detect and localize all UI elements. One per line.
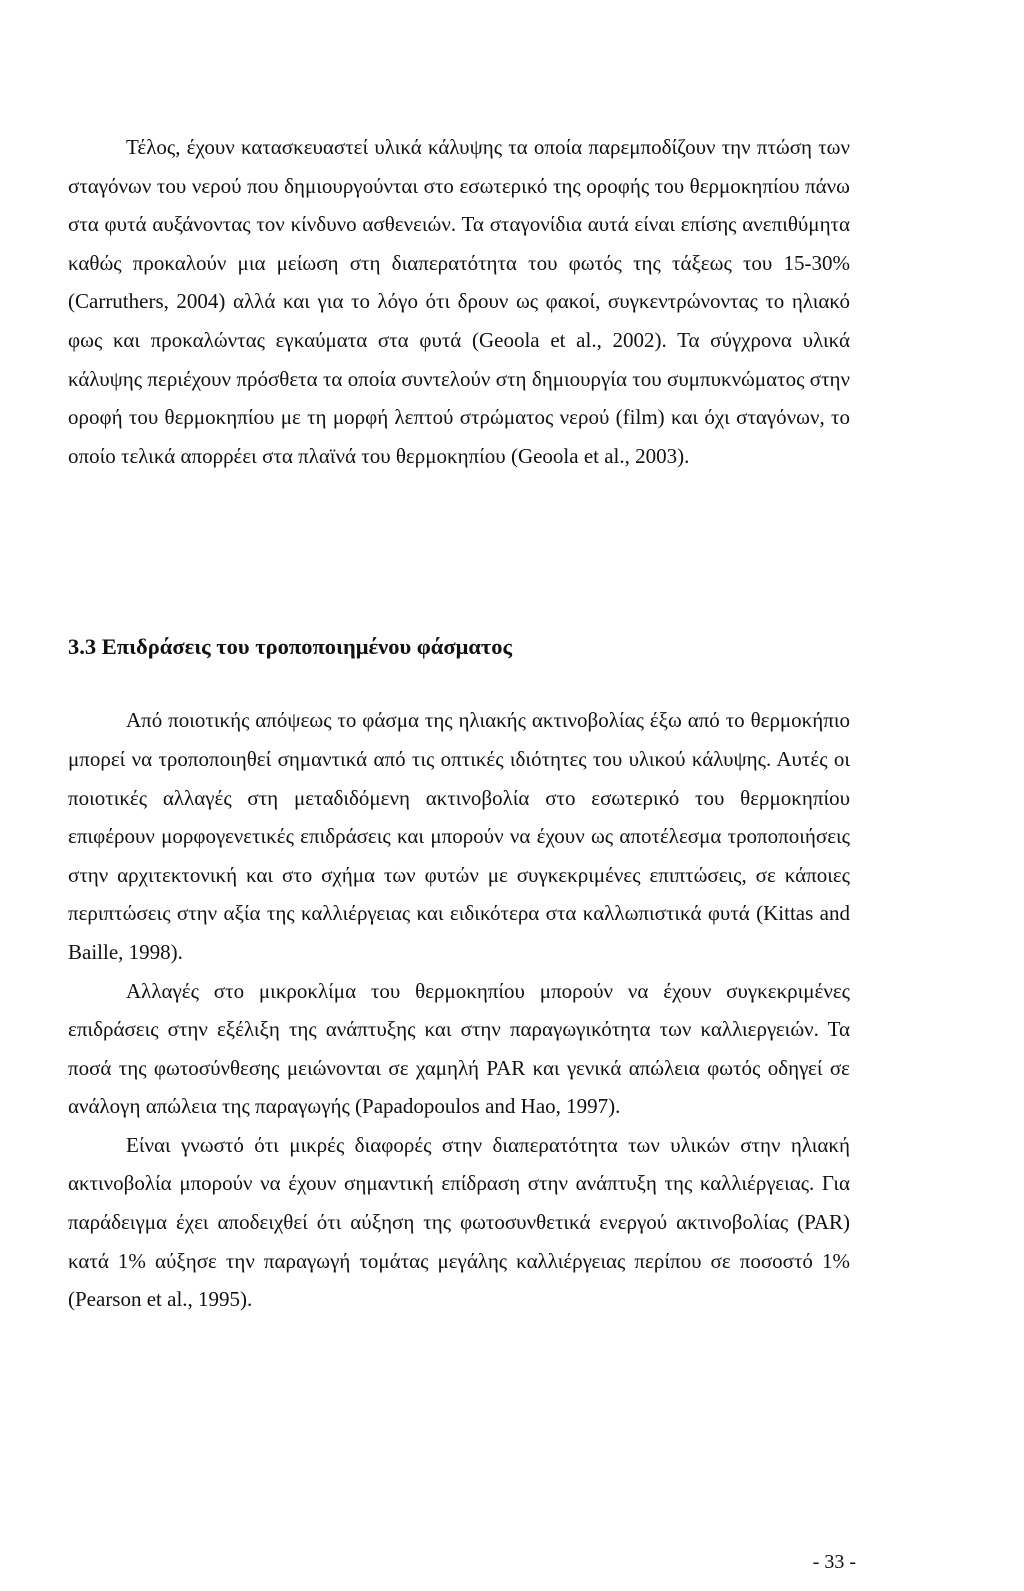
section-heading: 3.3 Επιδράσεις του τροποποιημένου φάσματος [68,634,513,660]
paragraph-condensation: Τέλος, έχουν κατασκευαστεί υλικά κάλυψης τα οποία παρεμποδίζουν την πτώση των σταγόνων του νερού που δημιουργούνται στο εσωτερικό της οροφής του θερμοκηπίου πάνω στα φυτά αυξάνοντας τον κίνδυνο ασθενειών. Τα σταγονίδια αυτά είναι επίσης ανεπιθύμητα καθώς προκαλούν μια μείωση στη διαπερατότητα του φωτός της τάξεως του 15-30% (Carruthers, 2004) αλλά και για το λόγο ότι δρουν ως φακοί, συγκεντρώνοντας το ηλιακό φως και προκαλώντας εγκαύματα στα φυτά (Geoola et al., 2002). Τα σύγχρονα υλικά κάλυψης περιέχουν πρόσθετα τα οποία συντελούν στη δημιουργία του συμπυκνώματος στην οροφή του θερμοκηπίου με τη μορφή λεπτού στρώματος νερού (film) και όχι σταγόνων, το οποίο τελικά απορρέει στα πλαϊνά του θερμοκηπίου (Geoola et al., 2003). [68,135,850,468]
paragraph-transmittance: Είναι γνωστό ότι μικρές διαφορές στην διαπερατότητα των υλικών στην ηλιακή ακτινοβολία μπορούν να έχουν σημαντική επίδραση στην ανάπτυξη της καλλιέργειας. Για παράδειγμα έχει αποδειχθεί ότι αύξηση της φωτοσυνθετικά ενεργού ακτινοβολίας (PAR) κατά 1% αύξησε την παραγωγή τομάτας μεγάλης καλλιέργειας περίπου σε ποσοστό 1% (Pearson et al., 1995). [68,1132,850,1312]
paragraph-microclimate: Αλλαγές στο μικροκλίμα του θερμοκηπίου μπορούν να έχουν συγκεκριμένες επιδράσεις στην εξέλιξη της ανάπτυξης και στην παραγωγικότητα των καλλιεργειών. Τα ποσά της φωτοσύνθεσης μειώνονται σε χαμηλή PAR και γενικά απώλεια φωτός οδηγεί σε ανάλογη απώλεια της παραγωγής (Papadopoulos and Hao, 1997). [68,978,850,1119]
page-number: - 33 - [812,1551,856,1573]
paragraph-spectrum-quality: Από ποιοτικής απόψεως το φάσμα της ηλιακής ακτινοβολίας έξω από το θερμοκήπιο μπορεί να τροποποιηθεί σημαντικά από τις οπτικές ιδιότητες του υλικού κάλυψης. Αυτές οι ποιοτικές αλλαγές στη μεταδιδόμενη ακτινοβολία στο εσωτερικό του θερμοκηπίου επιφέρουν μορφογενετικές επιδράσεις και μπορούν να έχουν ως αποτέλεσμα τροποποιήσεις στην αρχιτεκτονική και στο σχήμα των φυτών με συγκεκριμένες επιπτώσεις, σε κάποιες περιπτώσεις στην αξία της καλλιέργειας και ειδικότερα στα καλλωπιστικά φυτά (Kittas and Baille, 1998). [68,708,850,964]
document-page [68,118,850,1319]
